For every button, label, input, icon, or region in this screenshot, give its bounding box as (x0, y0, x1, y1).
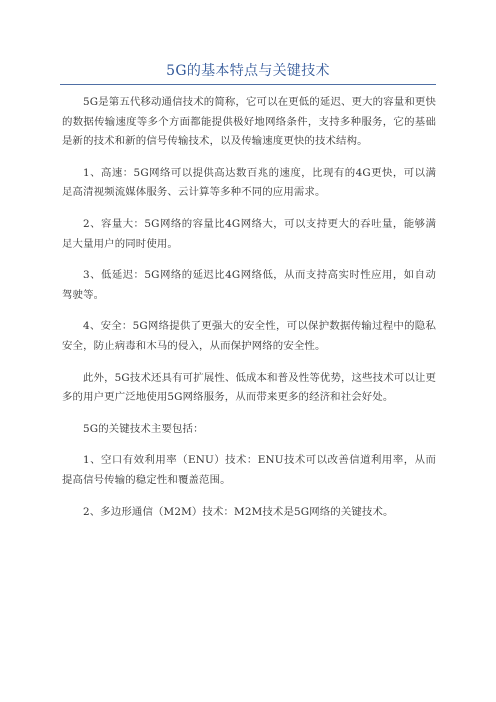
document-title: 5G的基本特点与关键技术 (166, 63, 330, 79)
title-divider (60, 84, 436, 85)
paragraph-high-speed: 1、高速：5G网络可以提供高达数百兆的速度，比现有的4G更快，可以满足高清视频流媒体服务、云计算等多种不同的应用需求。 (62, 166, 436, 199)
paragraph-large-capacity: 2、容量大：5G网络的容量比4G网络大，可以支持更大的吞吐量，能够满足大量用户的同时使用。 (62, 217, 436, 250)
paragraph-security: 4、安全：5G网络提供了更强大的安全性，可以保护数据传输过程中的隐私安全，防止病毒和木马的侵入，从而保护网络的安全性。 (62, 320, 436, 352)
paragraph-advantages: 此外，5G技术还具有可扩展性、低成本和普及性等优势，这些技术可以让更多的用户更广泛地使用5G网络服务，从而带来更多的经济和社会好处。 (62, 371, 436, 404)
paragraph-low-latency: 3、低延迟：5G网络的延迟比4G网络低，从而支持高实时性应用，如自动驾驶等。 (62, 269, 436, 301)
document-body (62, 93, 436, 534)
paragraph-m2m: 2、多边形通信（M2M）技术：M2M技术是5G网络的关键技术。 (83, 505, 394, 518)
paragraph-enu: 1、空口有效利用率（ENU）技术：ENU技术可以改善信道利用率，从而提高信号传输的稳定性和覆盖范围。 (62, 454, 436, 486)
paragraph-intro: 5G是第五代移动通信技术的简称，它可以在更低的延迟、更大的容量和更快的数据传输速度等多个方面都能提供极好地网络条件，支持多种服务，它的基础是新的技术和新的信号传输技术，以及传输速度更快的技术结构。 (62, 96, 436, 148)
paragraph-key-tech-heading: 5G的关键技术主要包括： (83, 422, 204, 435)
